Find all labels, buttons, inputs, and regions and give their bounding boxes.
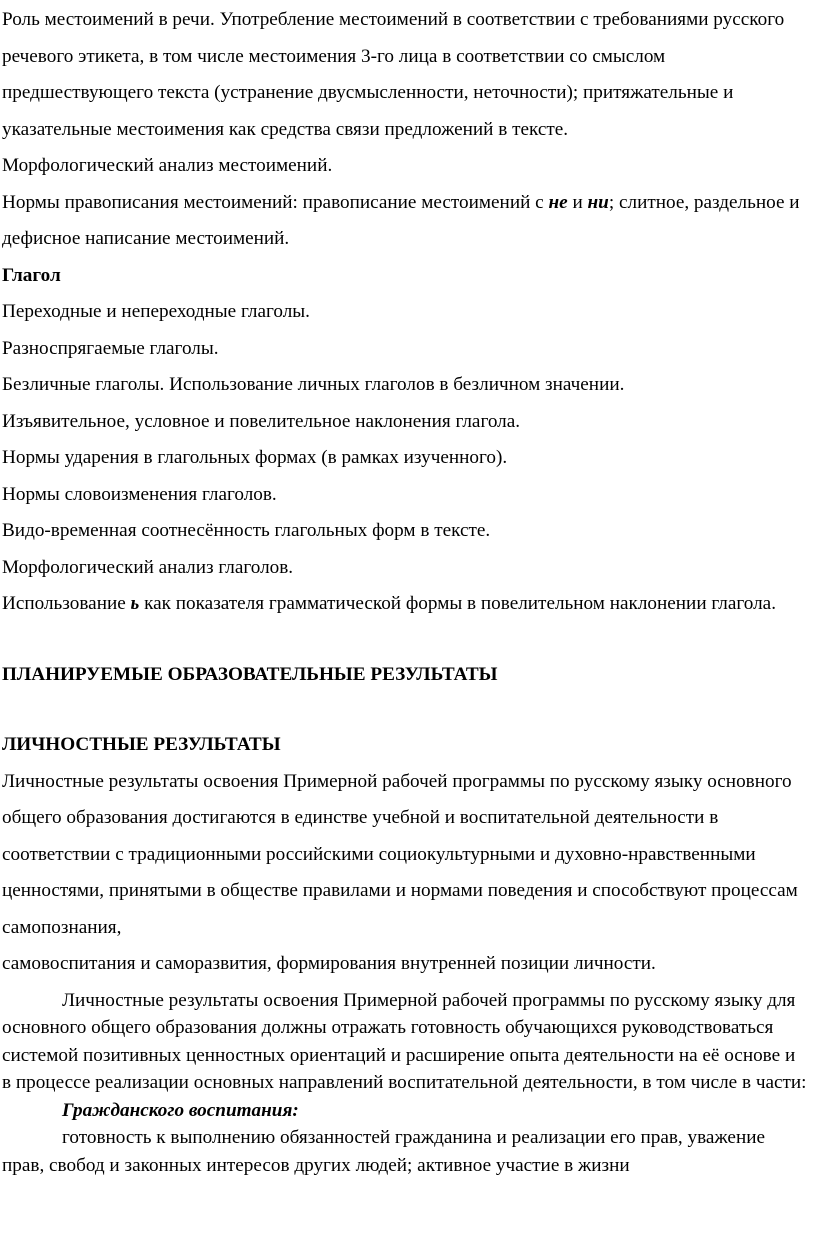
paragraph-civic: готовность к выполнению обязанностей гражданина и реализации его прав, уважение прав, свобод и законных интересов других людей; активное участие в жизни <box>2 1127 765 1176</box>
paragraph-soft-sign <box>2 586 808 623</box>
paragraph-personal-1b: самовоспитания и саморазвития, формирования внутренней позиции личности. <box>2 953 656 974</box>
paragraph-personal-1: Личностные результаты освоения Примерной рабочей программы по русскому языку основного общего образования достигаются в единстве учебной и воспитательной деятельности в соответствии с традиционными российскими социокультурными и духовно-нравственными ценностями, принятыми в обществе правилами и нормами поведения и способствуют процессам самопознания, <box>2 770 798 938</box>
verb-item: Переходные и непереходные глаголы. <box>2 301 310 322</box>
spacer <box>2 623 808 657</box>
verb-item: Нормы словоизменения глаголов. <box>2 483 277 505</box>
soft-sign-suffix: как показателя грамматической формы в повелительном наклонении глагола. <box>139 593 776 614</box>
verb-item: Морфологический анализ глаголов. <box>2 556 294 578</box>
verb-item: Нормы ударения в глагольных формах (в рамках изученного). <box>2 447 508 468</box>
paragraph-pronoun-spelling <box>2 185 808 258</box>
soft-sign-prefix: Использование <box>2 593 131 614</box>
particle-ni: ни <box>587 191 609 213</box>
spelling-prefix: Нормы правописания местоимений: правописание местоимений с <box>2 191 549 213</box>
spacer <box>2 693 808 727</box>
particle-ne: не <box>548 191 568 213</box>
paragraph-pronoun-role: Роль местоимений в речи. Употребление местоимений в соответствии с требованиями русского речевого этикета, в том числе местоимения 3-го лица в соответствии со смыслом предшествующего текста (устранение двусмысленности, неточности); притяжательные и указательные местоимения как средства связи предложений в тексте. <box>2 9 785 140</box>
soft-sign-letter: ь <box>130 593 140 614</box>
paragraph-personal-2: Личностные результаты освоения Примерной рабочей программы по русскому языку для основного общего образования должны отражать готовность обучающихся руководствоваться системой позитивных ценностных ориентаций и расширение опыта деятельности на её основе и в процессе реализации основных направлений воспитательной деятельности, в том числе в части: <box>2 989 807 1093</box>
heading-verb: Глагол <box>2 264 61 286</box>
heading-civic-education: Гражданского воспитания: <box>62 1099 299 1121</box>
heading-planned-results: ПЛАНИРУЕМЫЕ ОБРАЗОВАТЕЛЬНЫЕ РЕЗУЛЬТАТЫ <box>2 663 498 685</box>
verb-item: Изъявительное, условное и повелительное наклонения глагола. <box>2 410 521 432</box>
heading-personal-results: ЛИЧНОСТНЫЕ РЕЗУЛЬТАТЫ <box>2 734 281 755</box>
spelling-suffix: ; слитное, раздельное и дефисное написание местоимений. <box>2 191 800 249</box>
paragraph-pronoun-analysis: Морфологический анализ местоимений. <box>2 155 333 176</box>
verb-item: Видо-временная соотнесённость глагольных форм в тексте. <box>2 520 491 541</box>
verb-item: Разноспрягаемые глаголы. <box>2 337 219 359</box>
verb-item: Безличные глаголы. Использование личных глаголов в безличном значении. <box>2 374 625 395</box>
spelling-and: и <box>567 191 588 213</box>
